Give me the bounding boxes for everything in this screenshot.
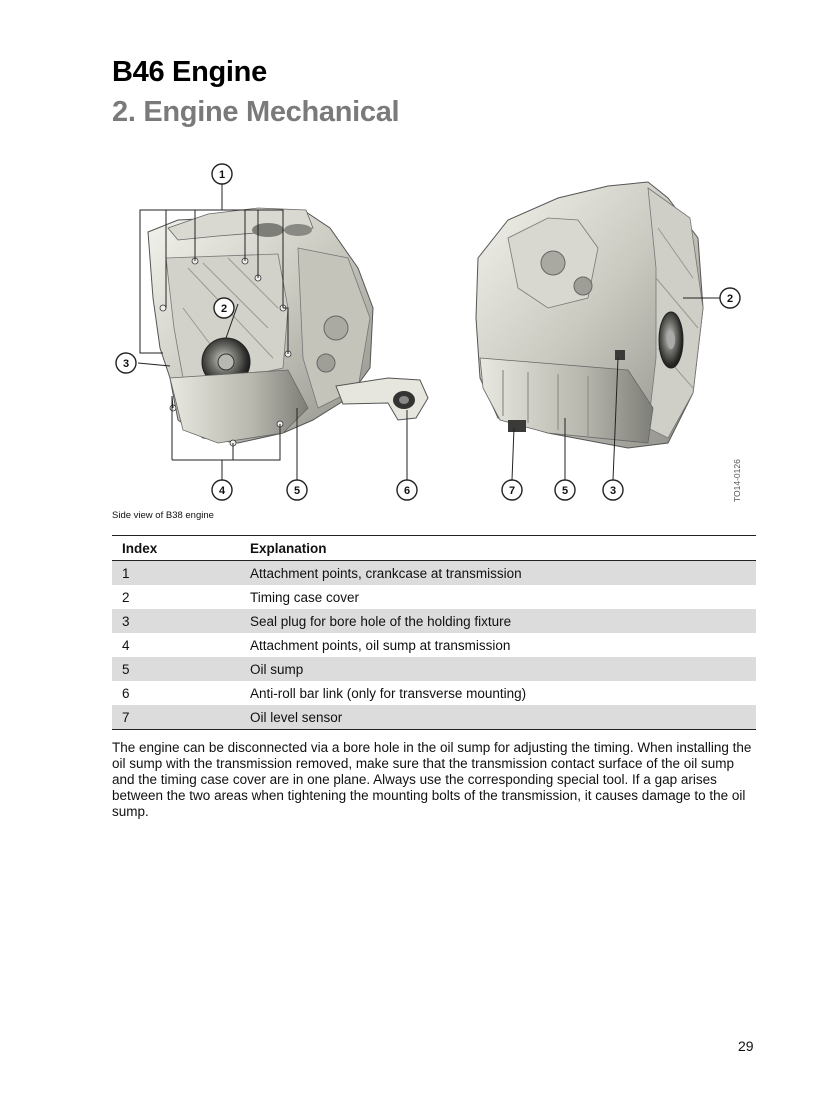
table-row xyxy=(112,705,756,730)
row-explanation: Seal plug for bore hole of the holding fixture xyxy=(240,609,756,633)
section-title: 2. Engine Mechanical xyxy=(112,96,400,128)
table-row xyxy=(112,609,756,633)
svg-text:5: 5 xyxy=(293,485,301,497)
callout-3 xyxy=(116,353,136,373)
callout-4 xyxy=(212,480,232,500)
svg-text:3: 3 xyxy=(609,485,617,497)
row-explanation: Timing case cover xyxy=(250,589,360,605)
legend-table xyxy=(112,535,756,730)
callout-1 xyxy=(212,164,232,184)
row-explanation: Anti-roll bar link (only for transverse mounting) xyxy=(250,685,527,701)
callout-2-right xyxy=(720,288,740,308)
row-index: 3 xyxy=(112,609,240,633)
svg-text:5: 5 xyxy=(561,485,569,497)
row-explanation: Attachment points, oil sump at transmission xyxy=(250,637,511,653)
row-explanation: Attachment points, crankcase at transmission xyxy=(240,561,756,586)
callout-6 xyxy=(397,480,417,500)
table-header-row xyxy=(112,536,756,561)
table-row xyxy=(112,585,756,609)
row-explanation: Oil sump xyxy=(240,657,756,681)
svg-text:4: 4 xyxy=(218,485,226,497)
row-index: 4 xyxy=(122,637,130,653)
document-title: B46 Engine xyxy=(112,56,267,88)
callout-7 xyxy=(502,480,522,500)
figure-reference-code: TO14-0126 xyxy=(732,459,742,502)
svg-text:3: 3 xyxy=(122,358,130,370)
table-row xyxy=(112,633,756,657)
column-header-index: Index xyxy=(112,536,240,561)
callout-3-right xyxy=(603,480,623,500)
right-engine-view xyxy=(476,182,703,448)
callout-5-right xyxy=(555,480,575,500)
row-index: 6 xyxy=(122,685,130,701)
row-explanation: Oil level sensor xyxy=(240,705,756,730)
table-row xyxy=(112,561,756,586)
row-index: 2 xyxy=(122,589,130,605)
table-row xyxy=(112,657,756,681)
callout-5 xyxy=(287,480,307,500)
svg-text:2: 2 xyxy=(220,303,228,315)
svg-text:6: 6 xyxy=(403,485,411,497)
table-row xyxy=(112,681,756,705)
figure-caption: Side view of B38 engine xyxy=(112,510,214,521)
row-index: 5 xyxy=(112,657,240,681)
svg-text:2: 2 xyxy=(726,293,734,305)
column-header-explanation: Explanation xyxy=(240,536,756,561)
page-number: 29 xyxy=(738,1038,754,1054)
svg-text:7: 7 xyxy=(508,485,516,497)
row-index: 7 xyxy=(112,705,240,730)
svg-text:1: 1 xyxy=(218,169,226,181)
body-paragraph: The engine can be disconnected via a bore hole in the oil sump for adjusting the timing. When installing the oil sump with the transmission removed, make sure that the transmission contact surface of the oil sump and the timing case cover are in one plane. Always use the corresponding special tool. If a gap arises between the two areas when tightening the mounting bolts of the transmission, it causes damage to the oil sump. xyxy=(112,740,752,819)
callout-2 xyxy=(214,298,234,318)
engine-illustration xyxy=(108,158,758,510)
row-index: 1 xyxy=(112,561,240,586)
